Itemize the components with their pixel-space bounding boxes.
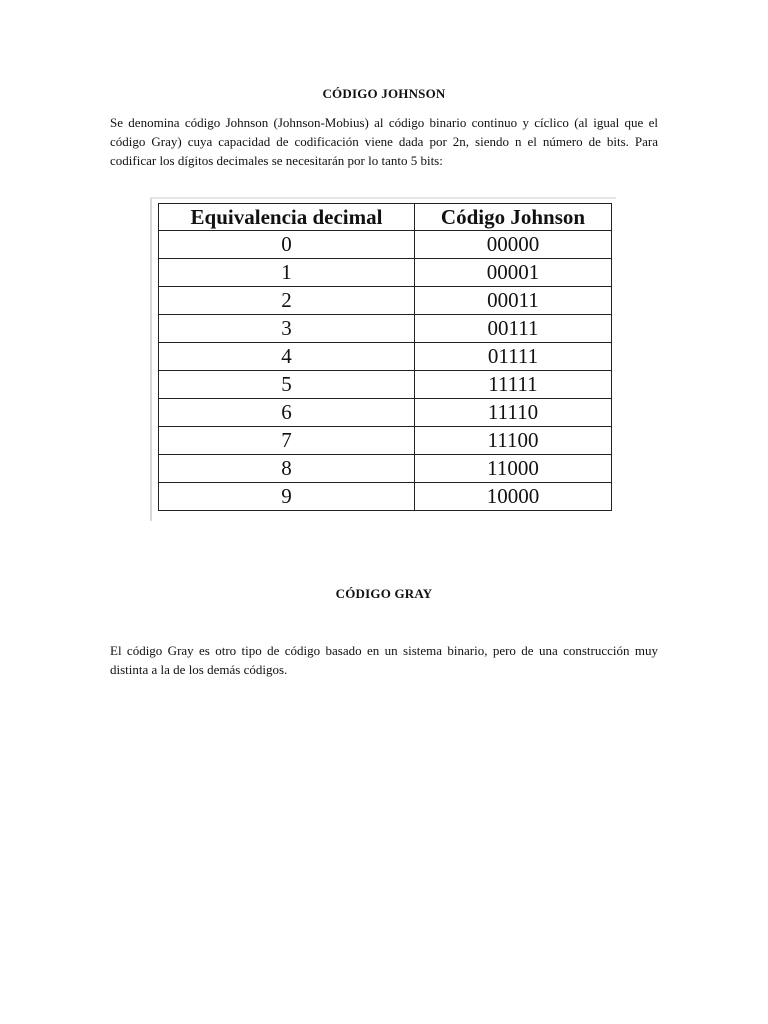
johnson-heading: CÓDIGO JOHNSON — [322, 86, 446, 101]
johnson-table-image — [150, 197, 616, 521]
cell-johnson: 00111 — [415, 315, 612, 343]
cell-decimal: 2 — [159, 287, 415, 315]
cell-johnson: 00001 — [415, 259, 612, 287]
cell-decimal: 8 — [159, 455, 415, 483]
table-row — [159, 483, 612, 511]
cell-decimal: 5 — [159, 371, 415, 399]
table-row — [159, 455, 612, 483]
table-row — [159, 259, 612, 287]
cell-decimal: 1 — [159, 259, 415, 287]
header-decimal: Equivalencia decimal — [159, 204, 415, 231]
cell-decimal: 0 — [159, 231, 415, 259]
cell-johnson: 11100 — [415, 427, 612, 455]
cell-johnson: 11111 — [415, 371, 612, 399]
cell-decimal: 7 — [159, 427, 415, 455]
table-row — [159, 371, 612, 399]
cell-decimal: 3 — [159, 315, 415, 343]
johnson-paragraph: Se denomina código Johnson (Johnson-Mobius) al código binario continuo y cíclico (al igual que el código Gray) cuya capacidad de codificación viene dada por 2n, siendo n el número de bits. Para codificar los dígitos decimales se necesitarán por lo tanto 5 bits: — [110, 115, 658, 168]
table-row — [159, 315, 612, 343]
table-row — [159, 287, 612, 315]
table-row — [159, 343, 612, 371]
cell-johnson: 11110 — [415, 399, 612, 427]
table-row — [159, 427, 612, 455]
johnson-table — [158, 203, 612, 511]
table-header-row — [159, 204, 612, 231]
header-johnson: Código Johnson — [415, 204, 612, 231]
gray-heading: CÓDIGO GRAY — [335, 586, 433, 601]
cell-johnson: 11000 — [415, 455, 612, 483]
cell-johnson: 01111 — [415, 343, 612, 371]
gray-paragraph: El código Gray es otro tipo de código basado en un sistema binario, pero de una construcción muy distinta a la de los demás códigos. — [110, 643, 658, 677]
table-row — [159, 399, 612, 427]
cell-decimal: 4 — [159, 343, 415, 371]
cell-johnson: 10000 — [415, 483, 612, 511]
cell-decimal: 6 — [159, 399, 415, 427]
cell-johnson: 00000 — [415, 231, 612, 259]
table-row — [159, 231, 612, 259]
cell-johnson: 00011 — [415, 287, 612, 315]
cell-decimal: 9 — [159, 483, 415, 511]
